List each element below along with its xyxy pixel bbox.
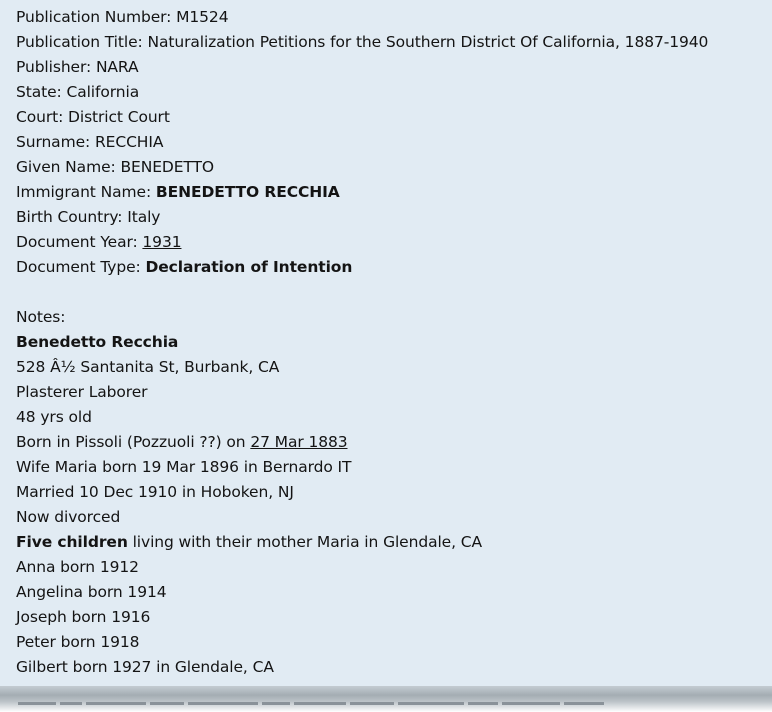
notes-birth-text: Born in Pissoli (Pozzuoli ??) on: [16, 433, 251, 451]
document-year-link[interactable]: 1931: [142, 233, 182, 251]
publisher-row: [16, 55, 756, 80]
notes-status: Now divorced: [16, 508, 121, 526]
notes-wife: Wife Maria born 19 Mar 1896 in Bernardo IT: [16, 458, 352, 476]
field-label: Given Name:: [16, 158, 121, 176]
notes-child-2: Angelina born 1914: [16, 583, 167, 601]
field-label: Birth Country:: [16, 208, 128, 226]
publication-title-value: Naturalization Petitions for the Southern District Of California, 1887-1940: [147, 33, 709, 51]
publication-title-row: [16, 30, 756, 55]
notes-name-text: Benedetto Recchia: [16, 333, 179, 351]
immigrant-name-value: BENEDETTO RECCHIA: [155, 183, 340, 201]
notes-child-3: Joseph born 1916: [16, 608, 151, 626]
field-label: Publication Title:: [16, 33, 148, 51]
document-type-value: Declaration of Intention: [145, 258, 353, 276]
field-label: Immigrant Name:: [16, 183, 156, 201]
notes-child-1: Anna born 1912: [16, 558, 139, 576]
field-label: Court:: [16, 108, 69, 126]
birth-date-link[interactable]: 27 Mar 1883: [250, 433, 348, 451]
publication-number-value: M1524: [176, 8, 229, 26]
publication-number-row: [16, 5, 756, 30]
state-value: California: [66, 83, 140, 101]
birth-country-row: [16, 205, 756, 230]
immigrant-name-row: [16, 180, 756, 205]
notes-child-4: Peter born 1918: [16, 633, 140, 651]
surname-row: [16, 130, 756, 155]
notes-married: Married 10 Dec 1910 in Hoboken, NJ: [16, 483, 294, 501]
notes-label: Notes:: [16, 308, 66, 326]
notes-occupation: Plasterer Laborer: [16, 383, 148, 401]
notes-age: 48 yrs old: [16, 408, 92, 426]
notes-children-text: living with their mother Maria in Glendale, CA: [127, 533, 483, 551]
field-label: Surname:: [16, 133, 95, 151]
notes-address: 528 Â½ Santanita St, Burbank, CA: [16, 358, 280, 376]
cut-off-text-decoration: [18, 702, 638, 712]
notes-children-bold: Five children: [16, 533, 128, 551]
field-label: Document Type:: [16, 258, 146, 276]
section-spacer: [16, 280, 756, 305]
court-row: [16, 105, 756, 130]
document-year-row: [16, 230, 756, 255]
given-name-row: [16, 155, 756, 180]
field-label: Document Year:: [16, 233, 143, 251]
notes-children: [16, 530, 756, 555]
court-value: District Court: [68, 108, 170, 126]
notes-birth: [16, 430, 756, 455]
field-label: State:: [16, 83, 67, 101]
given-name-value: BENEDETTO: [120, 158, 214, 176]
document-type-row: [16, 255, 756, 280]
birth-country-value: Italy: [127, 208, 161, 226]
field-label: Publication Number:: [16, 8, 177, 26]
notes-name: [16, 330, 756, 355]
publisher-value: NARA: [95, 58, 139, 76]
notes-child-5: Gilbert born 1927 in Glendale, CA: [16, 658, 274, 676]
surname-value: RECCHIA: [94, 133, 164, 151]
state-row: [16, 80, 756, 105]
field-label: Publisher:: [16, 58, 96, 76]
